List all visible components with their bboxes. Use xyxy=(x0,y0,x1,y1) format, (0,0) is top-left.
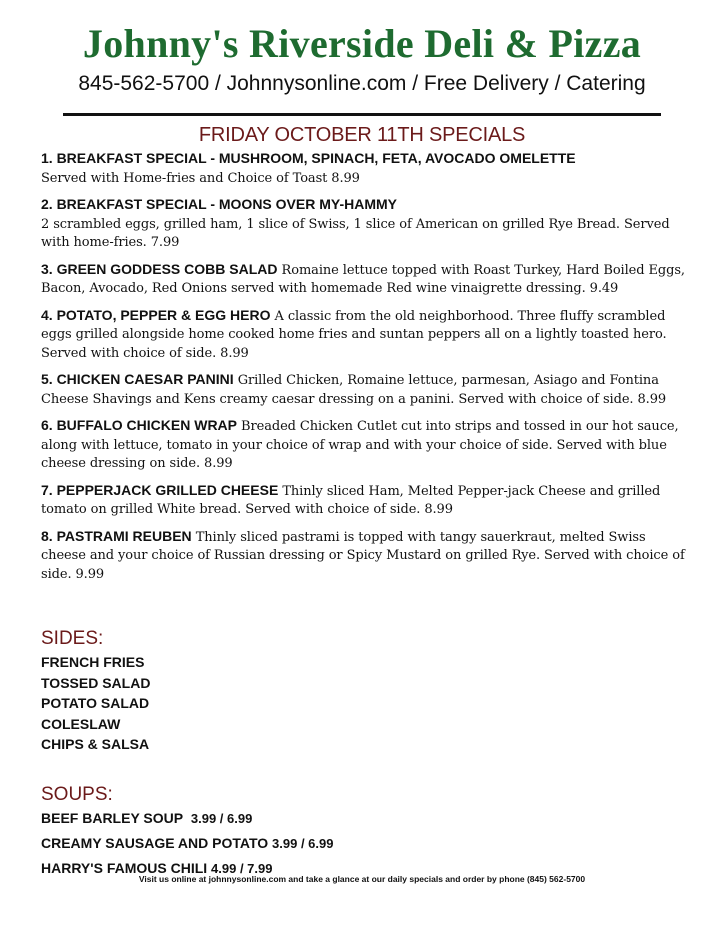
side-item: FRENCH FRIES xyxy=(41,654,145,670)
footer-note: Visit us online at johnnysonline.com and take a glance at our daily specials and order by phone (845) 562-5700 xyxy=(138,874,586,884)
soups-list xyxy=(41,806,333,881)
restaurant-title: Johnny's Riverside Deli & Pizza xyxy=(82,21,642,66)
special-item-description: Romaine lettuce topped with Roast Turkey, Hard Boiled Eggs, Bacon, Avocado, Red Onions served with homemade Red wine vinaigrette dressing. 9.49 xyxy=(41,262,685,296)
special-item-description: Grilled Chicken, Romaine lettuce, parmesan, Asiago and Fontina Cheese Shavings and Kens creamy caesar dressing on a panini. Served with choice of side. 8.99 xyxy=(41,373,667,407)
special-item-name: 7. PEPPERJACK GRILLED CHEESE xyxy=(41,481,279,498)
special-item xyxy=(41,260,691,299)
side-item: TOSSED SALAD xyxy=(41,674,151,691)
header-divider xyxy=(63,113,661,116)
special-item-description: Thinly sliced Ham, Melted Pepper-jack Cheese and grilled tomato on grilled White bread. Served with choice of side. 8.99 xyxy=(41,483,661,517)
side-item: POTATO SALAD xyxy=(41,695,150,711)
soup-price: 3.99 / 6.99 xyxy=(190,811,253,826)
special-item-name: 2. BREAKFAST SPECIAL - MOONS OVER MY-HAMMY xyxy=(41,196,397,212)
side-item: CHIPS & SALSA xyxy=(41,736,150,752)
soup-name: BEEF BARLEY SOUP xyxy=(41,810,184,826)
sides-heading: SIDES: xyxy=(41,628,104,649)
special-item-name: 5. CHICKEN CAESAR PANINI xyxy=(41,371,234,387)
soup-name: HARRY'S FAMOUS CHILI xyxy=(41,860,208,876)
soup-price: 4.99 / 7.99 xyxy=(211,861,273,876)
special-item xyxy=(41,481,691,520)
special-item-description: Thinly sliced pastrami is topped with tangy sauerkraut, melted Swiss cheese and your choice of Russian dressing or Spicy Mustard on grilled Rye. Served with choice of side. 9.99 xyxy=(41,529,685,582)
soup-item xyxy=(41,806,333,831)
special-item-description: Breaded Chicken Cutlet cut into strips and tossed in our hot sauce, along with lettuce, tomato in your choice of wrap and with your choice of side. Served with blue cheese dressing on side. 8.99 xyxy=(41,419,679,471)
special-item xyxy=(41,527,691,585)
special-item xyxy=(41,149,691,188)
special-item-description: 2 scrambled eggs, grilled ham, 1 slice of Swiss, 1 slice of American on grilled Rye Bread. Served with home-fries. 7.99 xyxy=(41,216,670,250)
special-item-name: 3. GREEN GODDESS COBB SALAD xyxy=(41,260,278,277)
contact-line: 845-562-5700 / Johnnysonline.com / Free Delivery / Catering xyxy=(78,72,646,95)
special-item-name: 8. PASTRAMI REUBEN xyxy=(41,527,192,544)
soups-heading: SOUPS: xyxy=(41,784,113,805)
specials-heading: FRIDAY OCTOBER 11TH SPECIALS xyxy=(198,124,526,146)
side-item: COLESLAW xyxy=(41,715,121,732)
special-item-name: 4. POTATO, PEPPER & EGG HERO xyxy=(41,306,271,323)
sides-list xyxy=(41,652,150,755)
special-item-description: A classic from the old neighborhood. Three fluffy scrambled eggs grilled alongside home cooked home fries and suntan peppers all on a lightly toasted hero. Served with choice of side. 8.99 xyxy=(41,308,667,361)
special-item xyxy=(41,195,691,253)
special-item-name: 1. BREAKFAST SPECIAL - MUSHROOM, SPINACH, FETA, AVOCADO OMELETTE xyxy=(41,150,576,166)
soup-item xyxy=(41,831,333,856)
special-item xyxy=(41,370,691,409)
special-item-name: 6. BUFFALO CHICKEN WRAP xyxy=(41,417,237,433)
soup-price: 3.99 / 6.99 xyxy=(272,836,334,851)
special-item xyxy=(41,416,691,474)
soup-name: CREAMY SAUSAGE AND POTATO xyxy=(41,835,269,851)
special-item xyxy=(41,306,691,364)
special-item-description: Served with Home-fries and Choice of Toast 8.99 xyxy=(41,170,360,186)
specials-list xyxy=(41,149,691,591)
